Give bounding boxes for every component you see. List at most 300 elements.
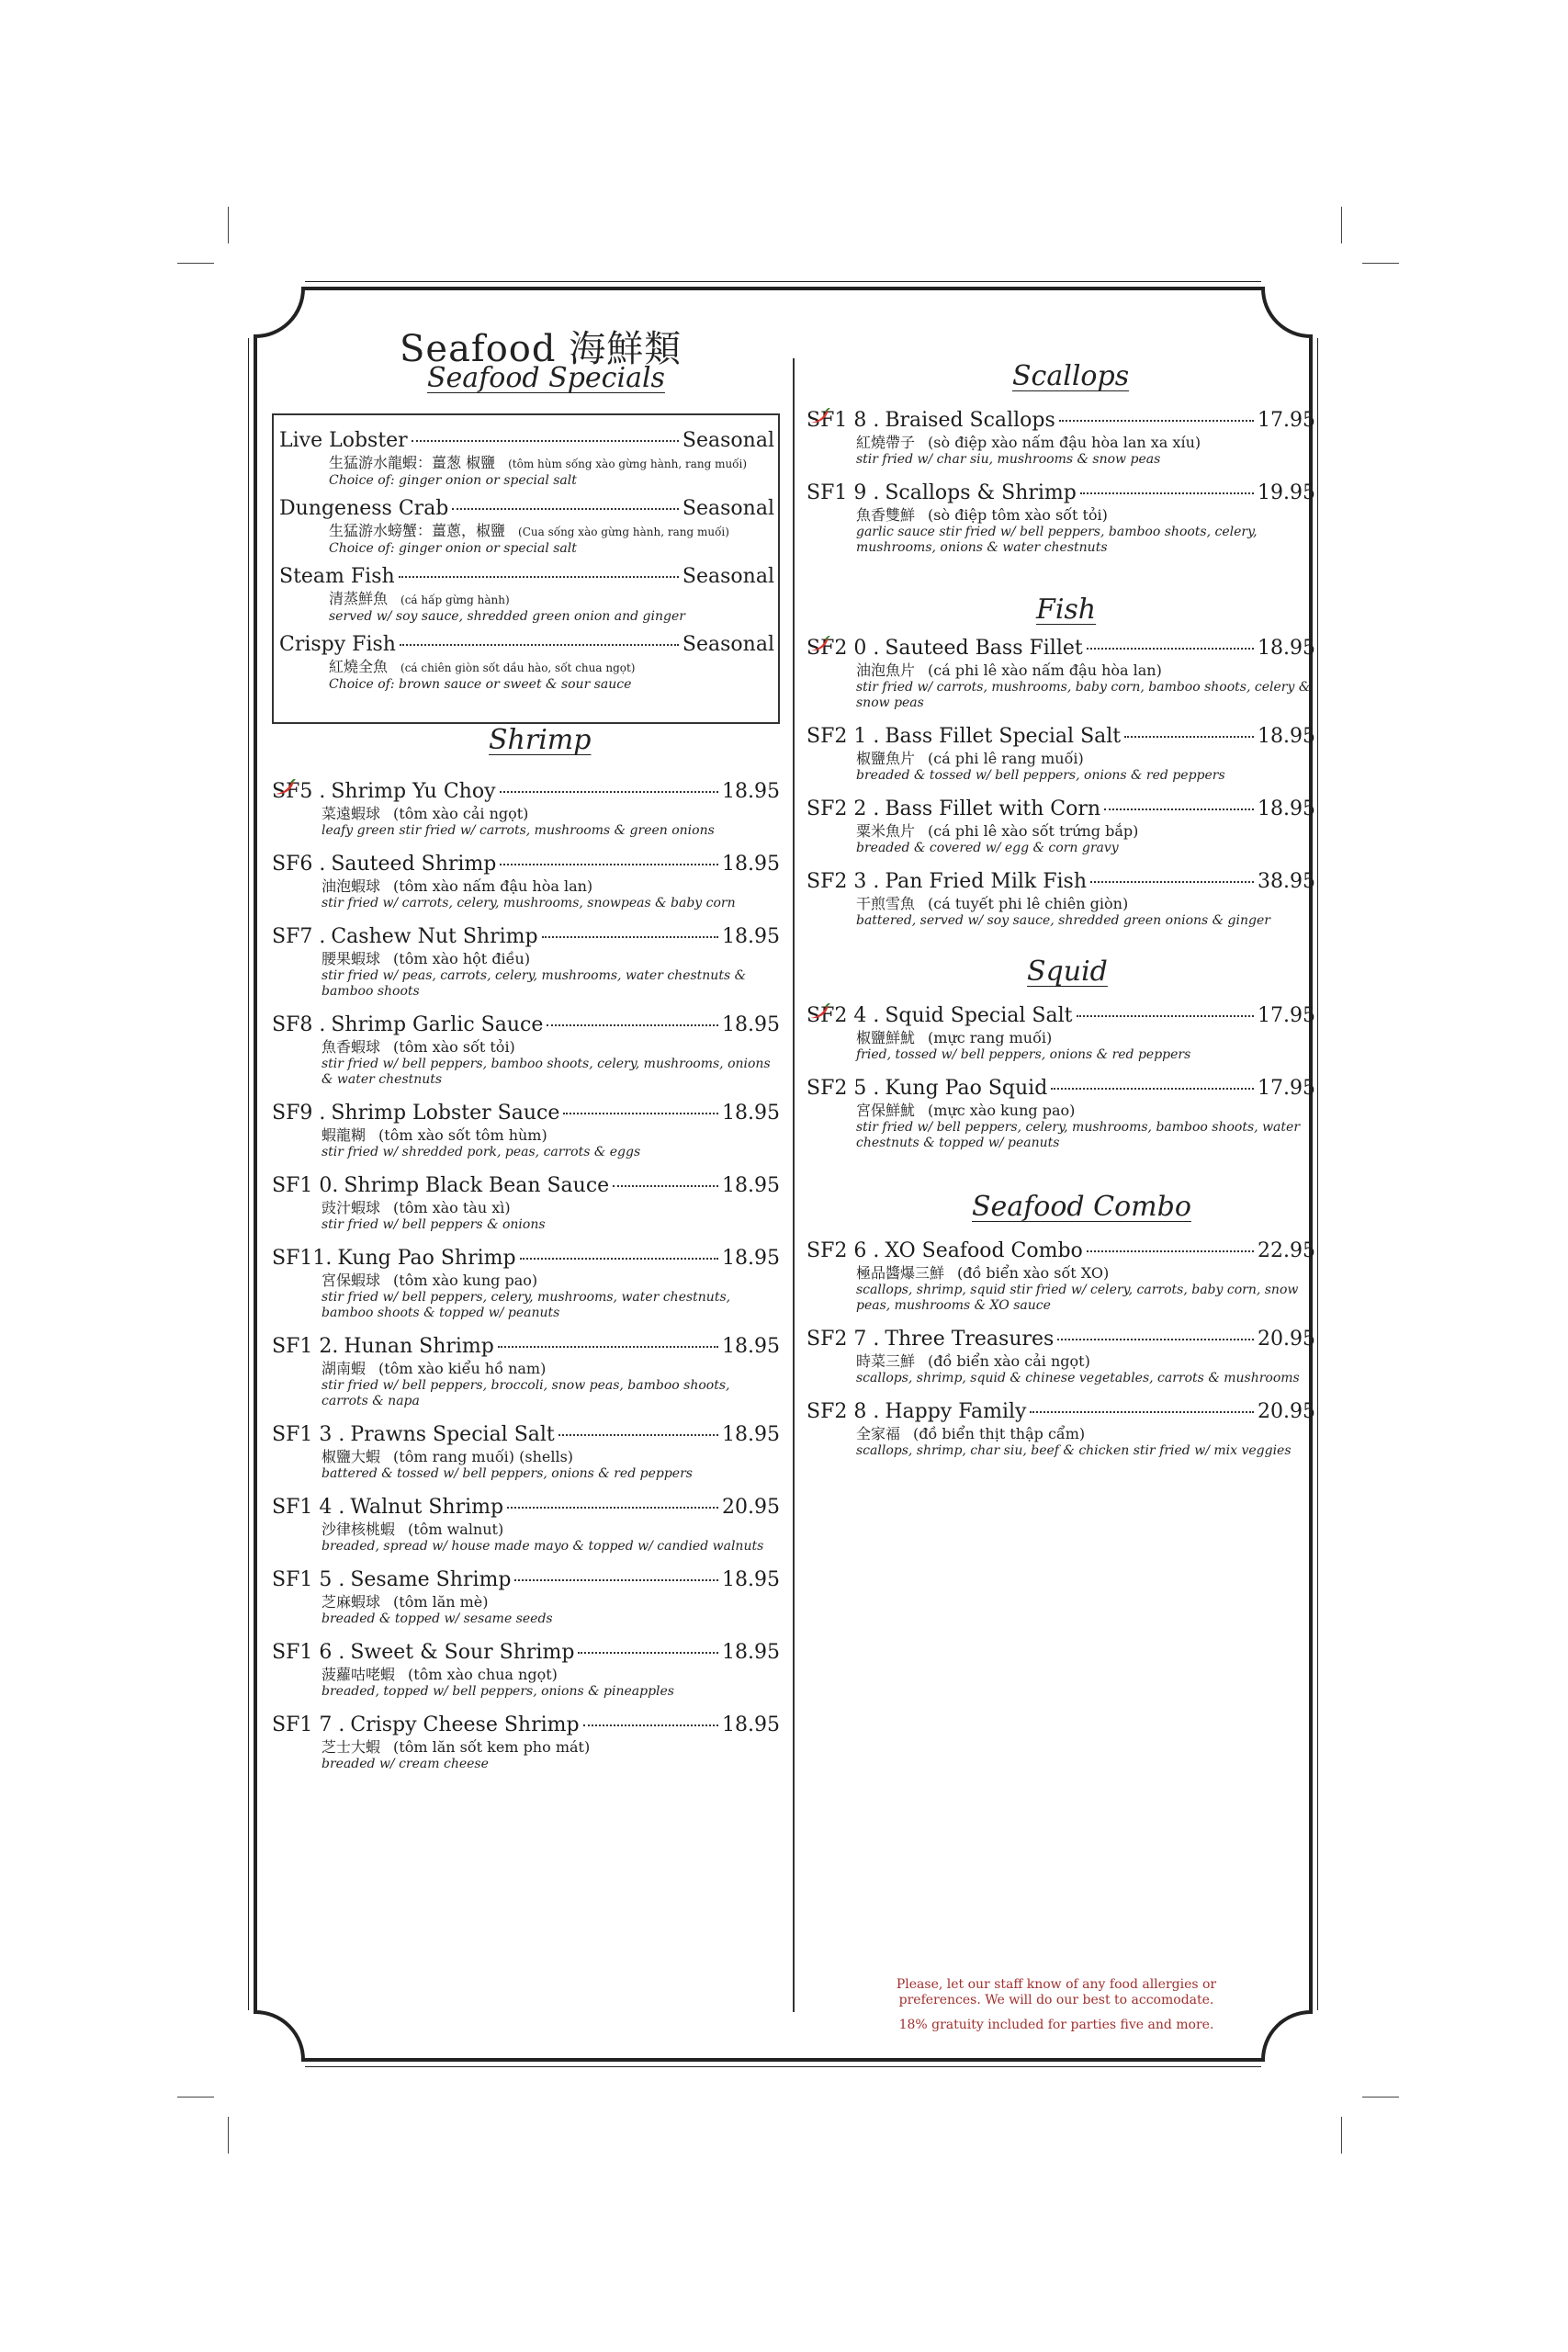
squid-list: [807, 1003, 1315, 1164]
item-vietnamese-name: (sò điệp xào nấm đậu hòa lan xa xíu): [928, 434, 1201, 451]
item-code: SF2 8 .: [807, 1400, 880, 1423]
menu-page: [248, 281, 1318, 2067]
item-name: Shrimp Yu Choy: [331, 780, 496, 803]
item-name: Walnut Shrimp: [350, 1496, 504, 1519]
menu-item: [279, 564, 774, 625]
item-price: Seasonal: [682, 497, 774, 520]
item-vietnamese-name: (tôm xào sốt tỏi): [393, 1038, 515, 1056]
section-title-shrimp: Shrimp: [489, 724, 592, 756]
menu-item-header: [807, 1076, 1315, 1102]
item-native-names: [321, 1360, 780, 1378]
item-price: 18.95: [1258, 725, 1315, 748]
menu-item-header: [807, 1327, 1315, 1352]
menu-item: [807, 869, 1315, 929]
item-native-names: [856, 1425, 1315, 1443]
item-description: stir fried w/ peas, carrots, celery, mushrooms, water chestnuts & bamboo shoots: [321, 968, 747, 999]
shrimp-list: [272, 779, 780, 1785]
item-name: Sesame Shrimp: [350, 1568, 512, 1591]
menu-item-header: [807, 481, 1315, 506]
menu-item-header: [272, 1101, 780, 1126]
item-description: garlic sauce stir fried w/ bell peppers, bamboo shoots, celery, mushrooms, onions & water chestnuts: [856, 525, 1258, 555]
item-code: SF1 5 .: [272, 1568, 345, 1591]
menu-item-header: [272, 1334, 780, 1360]
item-vietnamese-name: (cá hấp gừng hành): [400, 594, 510, 606]
item-code: SF1 8 .: [807, 409, 880, 432]
item-price: 20.95: [1258, 1328, 1315, 1351]
combo-list: [807, 1238, 1315, 1472]
item-chinese-name: 清蒸鮮魚: [329, 590, 389, 607]
item-price: 38.95: [1258, 870, 1315, 893]
item-native-names: [856, 1352, 1315, 1371]
specials-box: [272, 413, 780, 724]
column-divider: [793, 358, 795, 2012]
item-name: Bass Fillet with Corn: [885, 797, 1101, 820]
item-vietnamese-name: (tôm rang muối) (shells): [393, 1448, 574, 1465]
item-price: 18.95: [722, 1568, 780, 1591]
menu-item-header: [279, 632, 774, 658]
item-chinese-name: 豉汁蝦球: [321, 1199, 381, 1216]
item-chinese-name: 油泡蝦球: [321, 877, 381, 895]
chili-pepper-icon: [808, 1003, 830, 1020]
item-name: Three Treasures: [885, 1328, 1055, 1351]
dot-leader: [583, 1724, 718, 1726]
item-name: Crispy Cheese Shrimp: [350, 1713, 580, 1736]
item-chinese-name: 椒鹽鮮魷: [856, 1029, 916, 1046]
item-price: Seasonal: [682, 429, 774, 452]
menu-item-header: [272, 1567, 780, 1593]
item-chinese-name: 粟米魚片: [856, 822, 916, 840]
item-name: Hunan Shrimp: [344, 1335, 494, 1358]
item-chinese-name: 紅燒帶子: [856, 434, 916, 451]
item-chinese-name: 紅燒全魚: [329, 658, 389, 675]
item-name: Happy Family: [885, 1400, 1027, 1423]
section-title-scallops: Scallops: [1012, 360, 1130, 392]
menu-item: [272, 1422, 780, 1482]
item-description: stir fried w/ bell peppers, broccoli, snow peas, bamboo shoots, carrots & napa: [321, 1378, 730, 1408]
item-native-names: [856, 506, 1315, 525]
item-vietnamese-name: (cá phi lê xào sốt trứng bắp): [928, 822, 1139, 840]
item-name: Steam Fish: [279, 565, 395, 588]
dot-leader: [452, 508, 679, 510]
item-code: SF1 7 .: [272, 1713, 345, 1736]
item-chinese-name: 椒鹽魚片: [856, 750, 916, 767]
item-description: stir fried w/ char siu, mushrooms & snow peas: [856, 452, 1161, 467]
item-price: 18.95: [722, 925, 780, 948]
item-description: breaded, spread w/ house made mayo & topped w/ candied walnuts: [321, 1539, 764, 1554]
item-native-names: [321, 950, 780, 968]
item-native-names: [321, 1448, 780, 1466]
item-description: battered, served w/ soy sauce, shredded green onions & ginger: [856, 913, 1270, 928]
item-code: SF2 0 .: [807, 637, 880, 660]
menu-item: [807, 1399, 1315, 1459]
item-chinese-name: 油泡魚片: [856, 662, 916, 679]
menu-item-header: [272, 1012, 780, 1038]
menu-item-header: [272, 1173, 780, 1199]
page-title: Seafood 海鮮類: [400, 328, 682, 370]
item-code: SF2 6 .: [807, 1239, 880, 1262]
menu-item-header: [272, 779, 780, 805]
item-vietnamese-name: (đồ biển xào cải ngọt): [928, 1352, 1090, 1370]
menu-item: [272, 1640, 780, 1700]
item-price: 18.95: [1258, 637, 1315, 660]
fish-list: [807, 636, 1315, 942]
item-chinese-name: 湖南蝦: [321, 1360, 367, 1377]
item-name: Kung Pao Squid: [885, 1077, 1048, 1100]
item-description: breaded w/ cream cheese: [321, 1757, 489, 1771]
item-code: SF8 .: [272, 1013, 326, 1036]
dot-leader: [1087, 648, 1254, 650]
item-vietnamese-name: (cá phi lê rang muối): [928, 750, 1084, 767]
item-name: Cashew Nut Shrimp: [331, 925, 538, 948]
item-price: 17.95: [1258, 1077, 1315, 1100]
item-vietnamese-name: (mực xào kung pao): [928, 1102, 1076, 1119]
item-vietnamese-name: (tôm xào chua ngọt): [408, 1666, 558, 1683]
menu-item-header: [272, 924, 780, 950]
item-name: Scallops & Shrimp: [885, 481, 1077, 504]
item-chinese-name: 芝麻蝦球: [321, 1593, 381, 1611]
item-name: Sweet & Sour Shrimp: [350, 1641, 575, 1664]
item-native-names: [321, 1126, 780, 1145]
item-native-names: [321, 1593, 780, 1611]
menu-item-header: [807, 636, 1315, 662]
menu-item: [272, 1246, 780, 1321]
item-chinese-name: 干煎雪魚: [856, 895, 916, 912]
item-price: 18.95: [722, 1247, 780, 1270]
item-description: stir fried w/ bell peppers, celery, mushrooms, water chestnuts, bamboo shoots & topped w/ peanuts: [321, 1290, 731, 1320]
crop-mark: [177, 2097, 214, 2098]
menu-item-header: [272, 852, 780, 877]
menu-item: [807, 797, 1315, 856]
item-vietnamese-name: (tôm xào kung pao): [393, 1272, 538, 1289]
dot-leader: [520, 1258, 718, 1260]
item-price: 18.95: [722, 1641, 780, 1664]
item-description: scallops, shrimp, char siu, beef & chicken stir fried w/ mix veggies: [856, 1443, 1292, 1458]
item-vietnamese-name: (cá chiên giòn sốt dầu hào, sốt chua ngọt): [400, 662, 636, 674]
item-price: 17.95: [1258, 1004, 1315, 1027]
item-code: SF1 2.: [272, 1335, 339, 1358]
item-chinese-name: 宮保蝦球: [321, 1272, 381, 1289]
item-name: Shrimp Lobster Sauce: [331, 1102, 560, 1125]
item-code: SF11.: [272, 1247, 333, 1270]
dot-leader: [399, 576, 679, 578]
menu-item: [272, 1173, 780, 1233]
item-chinese-name: 菠蘿咕咾蝦: [321, 1666, 396, 1683]
item-vietnamese-name: (tôm xào sốt tôm hùm): [378, 1126, 547, 1144]
item-native-names: [321, 1738, 780, 1757]
menu-item: [272, 852, 780, 911]
item-description: served w/ soy sauce, shredded green onion and ginger: [329, 609, 685, 624]
item-price: 20.95: [1258, 1400, 1315, 1423]
item-description: stir fried w/ bell peppers, bamboo shoots, celery, mushrooms, onions & water chestnuts: [321, 1057, 771, 1087]
item-native-names: [321, 1038, 780, 1057]
menu-item-header: [807, 724, 1315, 750]
item-name: Sauteed Shrimp: [331, 853, 497, 876]
menu-item: [807, 481, 1315, 556]
menu-item-header: [272, 1713, 780, 1738]
item-chinese-name: 椒鹽大蝦: [321, 1448, 381, 1465]
item-native-names: [856, 662, 1315, 680]
item-price: 17.95: [1258, 409, 1315, 432]
item-code: SF1 0.: [272, 1174, 339, 1197]
item-code: SF2 3 .: [807, 870, 880, 893]
dot-leader: [1059, 420, 1254, 422]
menu-item: [807, 1327, 1315, 1386]
item-vietnamese-name: (tôm hùm sống xào gừng hành, rang muối): [508, 458, 748, 470]
dot-leader: [1030, 1411, 1254, 1413]
item-name: Squid Special Salt: [885, 1004, 1073, 1027]
item-price: 18.95: [1258, 797, 1315, 820]
chili-pepper-icon: [808, 408, 830, 424]
item-native-names: [329, 658, 774, 677]
item-chinese-name: 腰果蝦球: [321, 950, 381, 967]
dot-leader: [613, 1185, 718, 1187]
item-price: 22.95: [1258, 1239, 1315, 1262]
dot-leader: [1087, 1250, 1254, 1252]
menu-item-header: [279, 428, 774, 454]
item-description: stir fried w/ bell peppers, celery, mushrooms, bamboo shoots, water chestnuts & topped w/ peanuts: [856, 1120, 1301, 1150]
menu-item: [272, 924, 780, 1000]
item-description: stir fried w/ carrots, celery, mushrooms, snowpeas & baby corn: [321, 896, 736, 910]
item-code: SF2 4 .: [807, 1004, 880, 1027]
item-chinese-name: 沙律核桃蝦: [321, 1521, 396, 1538]
menu-item: [272, 779, 780, 839]
item-price: Seasonal: [682, 565, 774, 588]
item-chinese-name: 極品醬爆三鮮: [856, 1264, 945, 1282]
item-native-names: [856, 750, 1315, 768]
menu-item: [279, 632, 774, 693]
section-title-specials: Seafood Specials: [427, 362, 665, 394]
item-description: breaded & tossed w/ bell peppers, onions & red peppers: [856, 768, 1225, 783]
item-price: 18.95: [722, 1013, 780, 1036]
item-name: Shrimp Garlic Sauce: [331, 1013, 544, 1036]
menu-item-header: [272, 1422, 780, 1448]
item-price: 18.95: [722, 853, 780, 876]
menu-item-header: [807, 408, 1315, 434]
allergy-notice: [799, 1977, 1314, 2008]
menu-item: [807, 1003, 1315, 1063]
item-code: SF9 .: [272, 1102, 326, 1125]
menu-item: [272, 1495, 780, 1555]
dot-leader: [1057, 1339, 1254, 1340]
item-name: Dungeness Crab: [279, 497, 449, 520]
item-name: Shrimp Black Bean Sauce: [344, 1174, 610, 1197]
menu-item-header: [807, 1399, 1315, 1425]
item-chinese-name: 生猛游水龍蝦：薑葱 椒鹽: [329, 454, 496, 471]
item-name: Crispy Fish: [279, 633, 396, 656]
item-name: Sauteed Bass Fillet: [885, 637, 1083, 660]
item-native-names: [321, 1521, 780, 1539]
menu-item-header: [272, 1495, 780, 1521]
item-chinese-name: 魚香蝦球: [321, 1038, 381, 1056]
item-vietnamese-name: (sò điệp tôm xào sốt tỏi): [928, 506, 1108, 524]
dot-leader: [558, 1434, 718, 1436]
item-chinese-name: 時菜三鮮: [856, 1352, 916, 1370]
chili-pepper-icon: [808, 636, 830, 652]
dot-leader: [563, 1113, 718, 1114]
item-name: XO Seafood Combo: [885, 1239, 1083, 1262]
item-price: 20.95: [722, 1496, 780, 1519]
item-native-names: [856, 895, 1315, 913]
menu-item: [807, 1238, 1315, 1314]
dot-leader: [412, 440, 679, 442]
menu-item-header: [807, 797, 1315, 822]
item-chinese-name: 芝士大蝦: [321, 1738, 381, 1756]
item-description: Choice of: ginger onion or special salt: [329, 473, 577, 488]
menu-item: [272, 1713, 780, 1772]
item-name: Braised Scallops: [885, 409, 1055, 432]
scallops-list: [807, 408, 1315, 569]
dot-leader: [498, 1346, 718, 1348]
menu-item: [272, 1101, 780, 1160]
item-name: Kung Pao Shrimp: [337, 1247, 516, 1270]
crop-mark: [1341, 2117, 1342, 2154]
item-vietnamese-name: (mực rang muối): [928, 1029, 1053, 1046]
item-description: fried, tossed w/ bell peppers, onions & red peppers: [856, 1047, 1191, 1062]
item-name: Live Lobster: [279, 429, 408, 452]
dot-leader: [500, 864, 718, 865]
menu-item-header: [807, 1238, 1315, 1264]
dot-leader: [1104, 808, 1254, 810]
item-description: stir fried w/ bell peppers & onions: [321, 1217, 546, 1232]
menu-item-header: [279, 496, 774, 522]
item-description: breaded, topped w/ bell peppers, onions & pineapples: [321, 1684, 674, 1699]
item-vietnamese-name: (đồ biển xào sốt XO): [957, 1264, 1110, 1282]
item-chinese-name: 生猛游水螃蟹：薑蔥，椒鹽: [329, 522, 506, 539]
item-native-names: [321, 877, 780, 896]
dot-leader: [1090, 881, 1254, 883]
item-native-names: [329, 590, 774, 609]
menu-item: [807, 408, 1315, 468]
item-code: SF6 .: [272, 853, 326, 876]
dot-leader: [1077, 1015, 1255, 1017]
section-title-squid: Squid: [1027, 956, 1108, 988]
item-name: Pan Fried Milk Fish: [885, 870, 1088, 893]
dot-leader: [1080, 492, 1254, 494]
crop-mark: [1362, 2097, 1399, 2098]
menu-item: [807, 1076, 1315, 1151]
item-price: 18.95: [722, 1335, 780, 1358]
crop-mark: [228, 2117, 229, 2154]
item-chinese-name: 魚香雙鮮: [856, 506, 916, 524]
item-vietnamese-name: (tôm xào nấm đậu hòa lan): [393, 877, 593, 895]
dot-leader: [400, 644, 679, 646]
item-description: Choice of: brown sauce or sweet & sour sauce: [329, 677, 632, 692]
item-vietnamese-name: (tôm lăn sốt kem pho mát): [393, 1738, 591, 1756]
item-code: SF1 9 .: [807, 481, 880, 504]
dot-leader: [1124, 736, 1254, 738]
item-native-names: [856, 434, 1315, 452]
item-description: breaded & topped w/ sesame seeds: [321, 1611, 553, 1626]
item-vietnamese-name: (cá phi lê xào nấm đậu hòa lan): [928, 662, 1162, 679]
notice-line: preferences. We will do our best to accomodate.: [898, 1993, 1214, 2007]
menu-item: [272, 1567, 780, 1627]
dot-leader: [514, 1579, 718, 1581]
item-price: 18.95: [722, 1423, 780, 1446]
item-description: stir fried w/ shredded pork, peas, carrots & eggs: [321, 1145, 641, 1159]
menu-item: [807, 724, 1315, 784]
item-native-names: [321, 1666, 780, 1684]
item-native-names: [321, 805, 780, 823]
item-native-names: [856, 1264, 1315, 1283]
item-description: leafy green stir fried w/ carrots, mushrooms & green onions: [321, 823, 715, 838]
menu-item: [279, 428, 774, 489]
item-chinese-name: 蝦龍糊: [321, 1126, 367, 1144]
crop-mark: [228, 207, 229, 243]
item-native-names: [329, 522, 774, 541]
menu-item-header: [279, 564, 774, 590]
item-native-names: [321, 1272, 780, 1290]
item-price: 18.95: [722, 1713, 780, 1736]
menu-item: [807, 636, 1315, 711]
item-code: SF1 6 .: [272, 1641, 345, 1664]
item-code: SF7 .: [272, 925, 326, 948]
item-chinese-name: 宮保鮮魷: [856, 1102, 916, 1119]
item-price: Seasonal: [682, 633, 774, 656]
menu-item: [279, 496, 774, 557]
item-vietnamese-name: (tôm walnut): [408, 1521, 504, 1538]
item-description: battered & tossed w/ bell peppers, onions & red peppers: [321, 1466, 693, 1481]
item-code: SF1 3 .: [272, 1423, 345, 1446]
crop-mark: [177, 263, 214, 264]
item-code: SF5 .: [272, 780, 326, 803]
item-price: 18.95: [722, 780, 780, 803]
gratuity-notice: 18% gratuity included for parties five and more.: [898, 2018, 1214, 2032]
chili-pepper-icon: [274, 779, 296, 796]
menu-item-header: [807, 1003, 1315, 1029]
item-price: 18.95: [722, 1102, 780, 1125]
item-description: stir fried w/ carrots, mushrooms, baby corn, bamboo shoots, celery & snow peas: [856, 680, 1311, 710]
dot-leader: [507, 1507, 718, 1509]
dot-leader: [547, 1024, 718, 1026]
crop-mark: [1362, 263, 1399, 264]
crop-mark: [1341, 207, 1342, 243]
item-native-names: [856, 1102, 1315, 1120]
item-description: breaded & covered w/ egg & corn gravy: [856, 841, 1119, 855]
section-title-combo: Seafood Combo: [972, 1191, 1191, 1223]
item-native-names: [329, 454, 774, 473]
item-native-names: [321, 1199, 780, 1217]
item-chinese-name: 菜遠蝦球: [321, 805, 381, 822]
item-vietnamese-name: (tôm xào tàu xì): [393, 1199, 511, 1216]
dot-leader: [500, 791, 719, 793]
item-vietnamese-name: (tôm xào cải ngọt): [393, 805, 529, 822]
item-native-names: [856, 1029, 1315, 1047]
notice-line: Please, let our staff know of any food allergies or: [896, 1977, 1217, 1992]
item-vietnamese-name: (tôm xào kiểu hồ nam): [378, 1360, 547, 1377]
item-code: SF2 7 .: [807, 1328, 880, 1351]
item-name: Prawns Special Salt: [350, 1423, 555, 1446]
item-price: 19.95: [1258, 481, 1315, 504]
item-code: SF2 2 .: [807, 797, 880, 820]
menu-item-header: [272, 1640, 780, 1666]
dot-leader: [1051, 1088, 1254, 1090]
item-chinese-name: 全家福: [856, 1425, 901, 1442]
item-price: 18.95: [722, 1174, 780, 1197]
item-code: SF1 4 .: [272, 1496, 345, 1519]
dot-leader: [542, 936, 718, 938]
item-description: scallops, shrimp, squid & chinese vegetables, carrots & mushrooms: [856, 1371, 1300, 1385]
menu-item-header: [807, 869, 1315, 895]
item-description: scallops, shrimp, squid stir fried w/ celery, carrots, baby corn, snow peas, mushrooms & XO sauce: [856, 1283, 1299, 1313]
item-vietnamese-name: (đồ biển thịt thập cẩm): [913, 1425, 1086, 1442]
item-name: Bass Fillet Special Salt: [885, 725, 1122, 748]
item-description: Choice of: ginger onion or special salt: [329, 541, 577, 556]
dot-leader: [578, 1652, 718, 1654]
section-title-fish: Fish: [1036, 594, 1097, 626]
menu-item: [272, 1012, 780, 1088]
item-vietnamese-name: (tôm xào hột điều): [393, 950, 531, 967]
item-code: SF2 1 .: [807, 725, 880, 748]
